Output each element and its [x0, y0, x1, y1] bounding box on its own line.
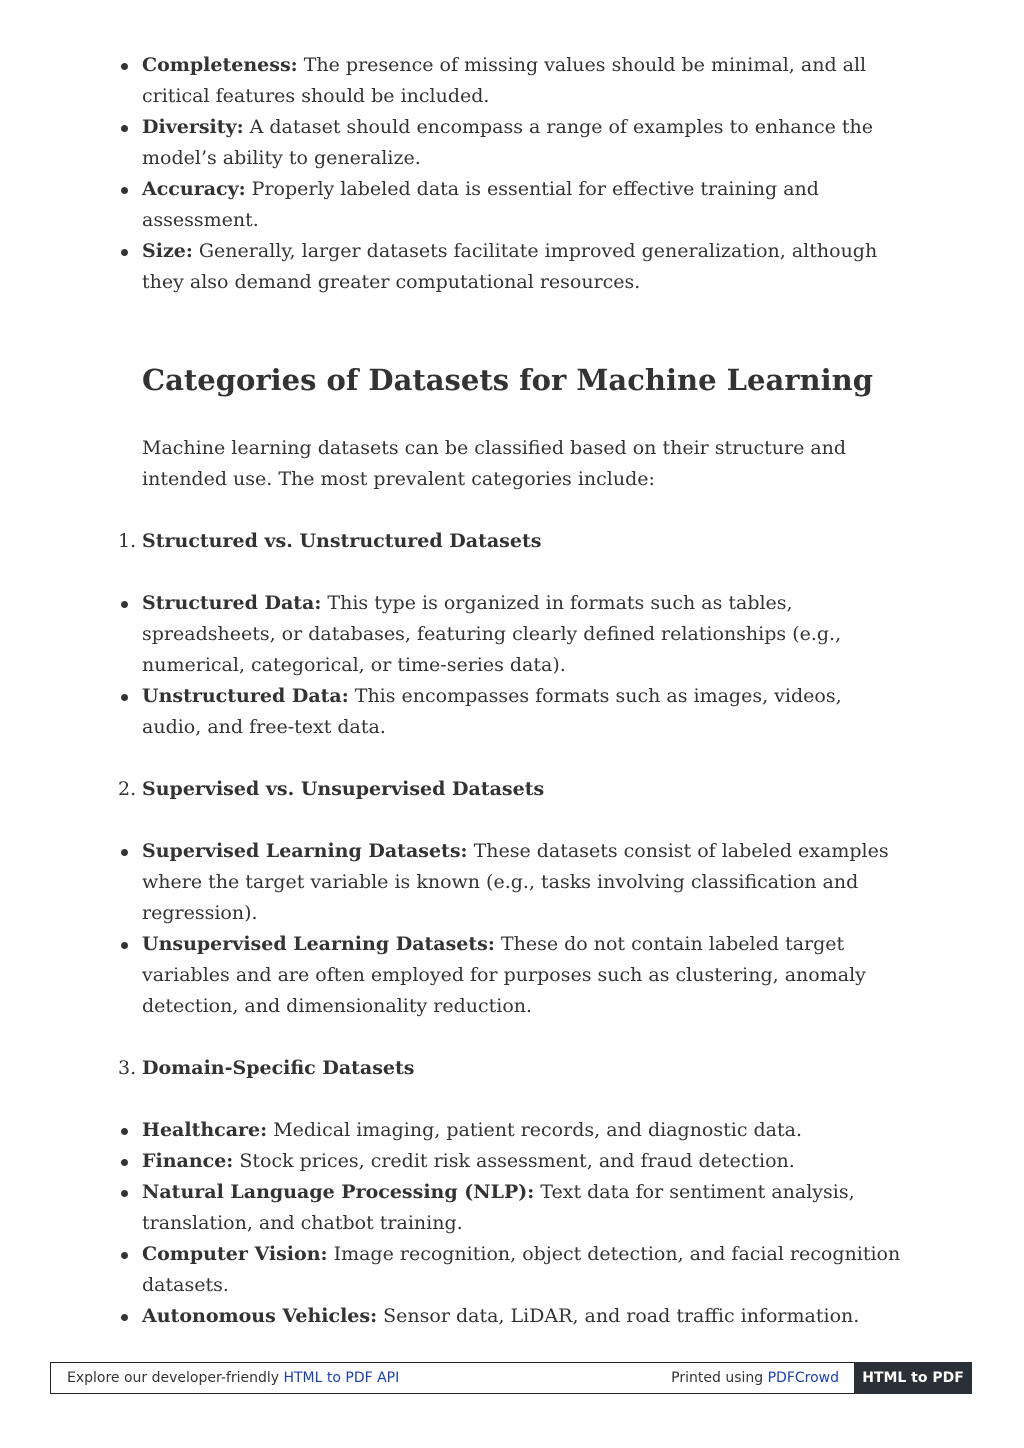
footer-promo: Explore our developer-friendly HTML to PDF API — [67, 1370, 400, 1386]
category-number: 1. — [118, 530, 137, 552]
quality-list — [142, 50, 902, 298]
list-item: Computer Vision: Image recognition, object detection, and facial recognition datasets. — [142, 1239, 902, 1301]
section-intro: Machine learning datasets can be classified based on their structure and intended use. The most prevalent categories include: — [142, 437, 847, 490]
category-title: 3. Domain-Specific Datasets — [142, 1053, 902, 1084]
category-number: 2. — [118, 778, 137, 800]
list-item: Structured Data: This type is organized in formats such as tables, spreadsheets, or databases, featuring clearly defined relationships (e.g., numerical, categorical, or time-series data). — [142, 588, 902, 681]
category-title: 1. Structured vs. Unstructured Datasets — [142, 526, 902, 557]
list-item: Finance: Stock prices, credit risk assessment, and fraud detection. — [142, 1146, 902, 1177]
category-number: 3. — [118, 1057, 137, 1079]
list-item: Natural Language Processing (NLP): Text data for sentiment analysis, translation, and chatbot training. — [142, 1177, 902, 1239]
category-list — [142, 836, 902, 1022]
list-item: Healthcare: Medical imaging, patient records, and diagnostic data. — [142, 1115, 902, 1146]
html-to-pdf-badge[interactable]: HTML to PDF — [854, 1362, 972, 1394]
list-item: Accuracy: Properly labeled data is essential for effective training and assessment. — [142, 174, 902, 236]
list-item: Unsupervised Learning Datasets: These do not contain labeled target variables and are often employed for purposes such as clustering, anomaly detection, and dimensionality reduction. — [142, 929, 902, 1022]
document-content — [118, 50, 902, 1332]
category-title: 2. Supervised vs. Unsupervised Datasets — [142, 774, 902, 805]
pdfcrowd-footer — [50, 1362, 972, 1394]
list-item: Completeness: The presence of missing values should be minimal, and all critical features should be included. — [142, 50, 902, 112]
list-item: Autonomous Vehicles: Sensor data, LiDAR, and road traffic information. — [142, 1301, 902, 1332]
section — [118, 360, 902, 1332]
html-to-pdf-api-link[interactable]: HTML to PDF API — [283, 1370, 400, 1386]
list-item: Unstructured Data: This encompasses formats such as images, videos, audio, and free-text data. — [142, 681, 902, 743]
footer-printed-using: Printed using PDFCrowd — [671, 1370, 839, 1386]
category-list — [142, 588, 902, 743]
list-item: Diversity: A dataset should encompass a range of examples to enhance the model’s ability to generalize. — [142, 112, 902, 174]
list-item: Size: Generally, larger datasets facilitate improved generalization, although they also demand greater computational resources. — [142, 236, 902, 298]
section-heading: Categories of Datasets for Machine Learning — [142, 363, 873, 397]
category-list — [142, 1115, 902, 1332]
list-item: Supervised Learning Datasets: These datasets consist of labeled examples where the target variable is known (e.g., tasks involving classification and regression). — [142, 836, 902, 929]
pdfcrowd-link[interactable]: PDFCrowd — [767, 1370, 839, 1386]
